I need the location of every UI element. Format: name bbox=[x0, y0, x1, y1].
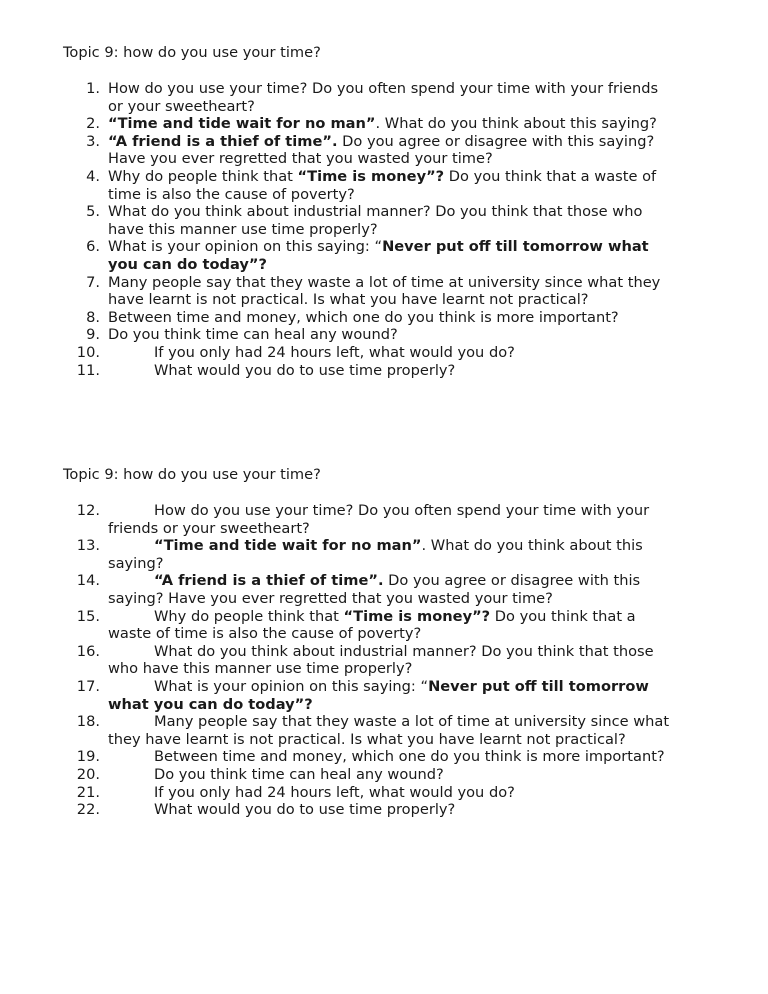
bold-quote: Never put off till tomorrow what bbox=[382, 238, 649, 256]
text-run: have learnt is not practical. Is what you have learnt not practical? bbox=[108, 291, 589, 309]
text-run: If you only had 24 hours left, what would you do? bbox=[154, 344, 515, 361]
bold-quote: “A friend is a thief of time”. bbox=[154, 572, 384, 590]
text-run: Do you think that a waste of bbox=[444, 168, 657, 185]
item-text bbox=[154, 766, 444, 784]
text-run: Do you think that a bbox=[490, 607, 636, 625]
item-text bbox=[154, 784, 515, 802]
item-number: 9. bbox=[86, 326, 100, 344]
item-number: 12. bbox=[76, 502, 100, 519]
topic-title: Topic 9: how do you use your time? bbox=[63, 44, 321, 61]
item-text bbox=[108, 168, 656, 186]
item-number: 13. bbox=[76, 537, 100, 555]
bold-quote: “Time is money”? bbox=[343, 607, 491, 625]
item-text-continued bbox=[108, 186, 355, 204]
item-text-continued bbox=[108, 291, 589, 309]
text-run: time is also the cause of poverty? bbox=[108, 185, 355, 203]
item-number: 22. bbox=[76, 801, 100, 819]
item-text bbox=[108, 326, 398, 344]
item-text bbox=[154, 678, 649, 696]
item-number: 18. bbox=[76, 713, 100, 731]
item-text-continued bbox=[108, 696, 313, 714]
bold-quote: what you can do today”? bbox=[108, 695, 313, 713]
item-text-continued bbox=[108, 590, 553, 608]
item-number: 2. bbox=[86, 115, 100, 133]
item-text bbox=[108, 133, 654, 151]
text-run: Between time and money, which one do you think is more important? bbox=[154, 748, 665, 766]
item-number: 8. bbox=[86, 308, 100, 326]
text-run: . What do you think about this saying? bbox=[375, 115, 657, 133]
item-text-continued bbox=[108, 625, 421, 643]
text-run: saying? bbox=[108, 554, 164, 572]
text-run: Do you agree or disagree with this saying? bbox=[337, 132, 655, 150]
text-run: Many people say that they waste a lot of time at university since what they bbox=[108, 273, 661, 291]
text-run: have this manner use time properly? bbox=[108, 220, 378, 238]
bold-quote: “Time and tide wait for no man” bbox=[154, 537, 422, 555]
item-number: 6. bbox=[86, 238, 100, 256]
item-text-continued bbox=[108, 221, 378, 239]
item-text bbox=[108, 80, 658, 98]
item-text bbox=[154, 801, 455, 819]
text-run: How do you use your time? Do you often spend your time with your friends bbox=[108, 80, 659, 97]
text-run: Do you think time can heal any wound? bbox=[154, 766, 444, 783]
item-text bbox=[108, 274, 660, 292]
text-run: they have learnt is not practical. Is what you have learnt not practical? bbox=[108, 730, 626, 748]
item-text bbox=[154, 608, 636, 626]
text-run: . What do you think about this bbox=[421, 537, 643, 555]
item-text-continued bbox=[108, 731, 626, 749]
item-number: 3. bbox=[86, 132, 100, 150]
item-number: 14. bbox=[76, 572, 100, 590]
item-text-continued bbox=[108, 256, 267, 274]
bold-quote: you can do today”? bbox=[108, 255, 267, 273]
text-run: If you only had 24 hours left, what would you do? bbox=[154, 783, 515, 801]
text-run: What would you do to use time properly? bbox=[154, 801, 456, 819]
item-number: 16. bbox=[76, 642, 100, 660]
text-run: What is your opinion on this saying: “ bbox=[154, 678, 429, 695]
item-number: 5. bbox=[86, 203, 100, 221]
item-text-continued bbox=[108, 555, 164, 573]
text-run: Why do people think that bbox=[108, 168, 298, 185]
bold-quote: “A friend is a thief of time”. bbox=[108, 132, 338, 150]
item-number: 19. bbox=[76, 748, 100, 766]
item-text bbox=[154, 643, 654, 661]
text-run: friends or your sweetheart? bbox=[108, 519, 310, 537]
item-number: 11. bbox=[76, 361, 100, 379]
item-text bbox=[154, 748, 665, 766]
text-run: What do you think about industrial manner? Do you think that those who bbox=[108, 203, 643, 221]
item-text-continued bbox=[108, 660, 412, 678]
text-run: How do you use your time? Do you often spend your time with your bbox=[154, 502, 650, 519]
item-text bbox=[108, 203, 642, 221]
text-run: Do you agree or disagree with this bbox=[383, 572, 641, 590]
text-run: Why do people think that bbox=[154, 607, 344, 625]
text-run: saying? Have you ever regretted that you wasted your time? bbox=[108, 589, 553, 607]
item-number: 4. bbox=[86, 168, 100, 185]
item-text bbox=[108, 238, 649, 256]
text-run: Between time and money, which one do you think is more important? bbox=[108, 308, 619, 326]
text-run: who have this manner use time properly? bbox=[108, 660, 413, 678]
item-text bbox=[108, 115, 657, 133]
item-number: 15. bbox=[76, 607, 100, 625]
item-text bbox=[154, 362, 455, 380]
text-run: What do you think about industrial manner? Do you think that those bbox=[154, 642, 654, 660]
item-text bbox=[154, 344, 515, 362]
bold-quote: “Time and tide wait for no man” bbox=[108, 115, 376, 133]
bold-quote: “Time is money”? bbox=[297, 168, 445, 185]
item-number: 7. bbox=[86, 273, 100, 291]
item-text-continued bbox=[108, 150, 493, 168]
topic-title: Topic 9: how do you use your time? bbox=[63, 466, 321, 483]
item-text bbox=[154, 572, 640, 590]
text-run: Do you think time can heal any wound? bbox=[108, 326, 398, 344]
text-run: What would you do to use time properly? bbox=[154, 361, 456, 379]
item-text bbox=[154, 713, 669, 731]
item-text bbox=[108, 309, 619, 327]
text-run: What is your opinion on this saying: “ bbox=[108, 238, 383, 256]
item-number: 20. bbox=[76, 766, 100, 783]
text-run: or your sweetheart? bbox=[108, 97, 255, 115]
item-number: 1. bbox=[86, 80, 100, 97]
item-text bbox=[154, 502, 649, 520]
item-number: 21. bbox=[76, 783, 100, 801]
item-text bbox=[154, 537, 643, 555]
text-run: Have you ever regretted that you wasted your time? bbox=[108, 150, 493, 168]
text-run: Many people say that they waste a lot of time at university since what bbox=[154, 713, 670, 731]
item-text-continued bbox=[108, 520, 310, 538]
item-number: 10. bbox=[76, 344, 100, 361]
item-text-continued bbox=[108, 98, 255, 116]
item-number: 17. bbox=[76, 678, 100, 695]
text-run: waste of time is also the cause of poverty? bbox=[108, 625, 422, 643]
bold-quote: Never put off till tomorrow bbox=[428, 678, 649, 695]
